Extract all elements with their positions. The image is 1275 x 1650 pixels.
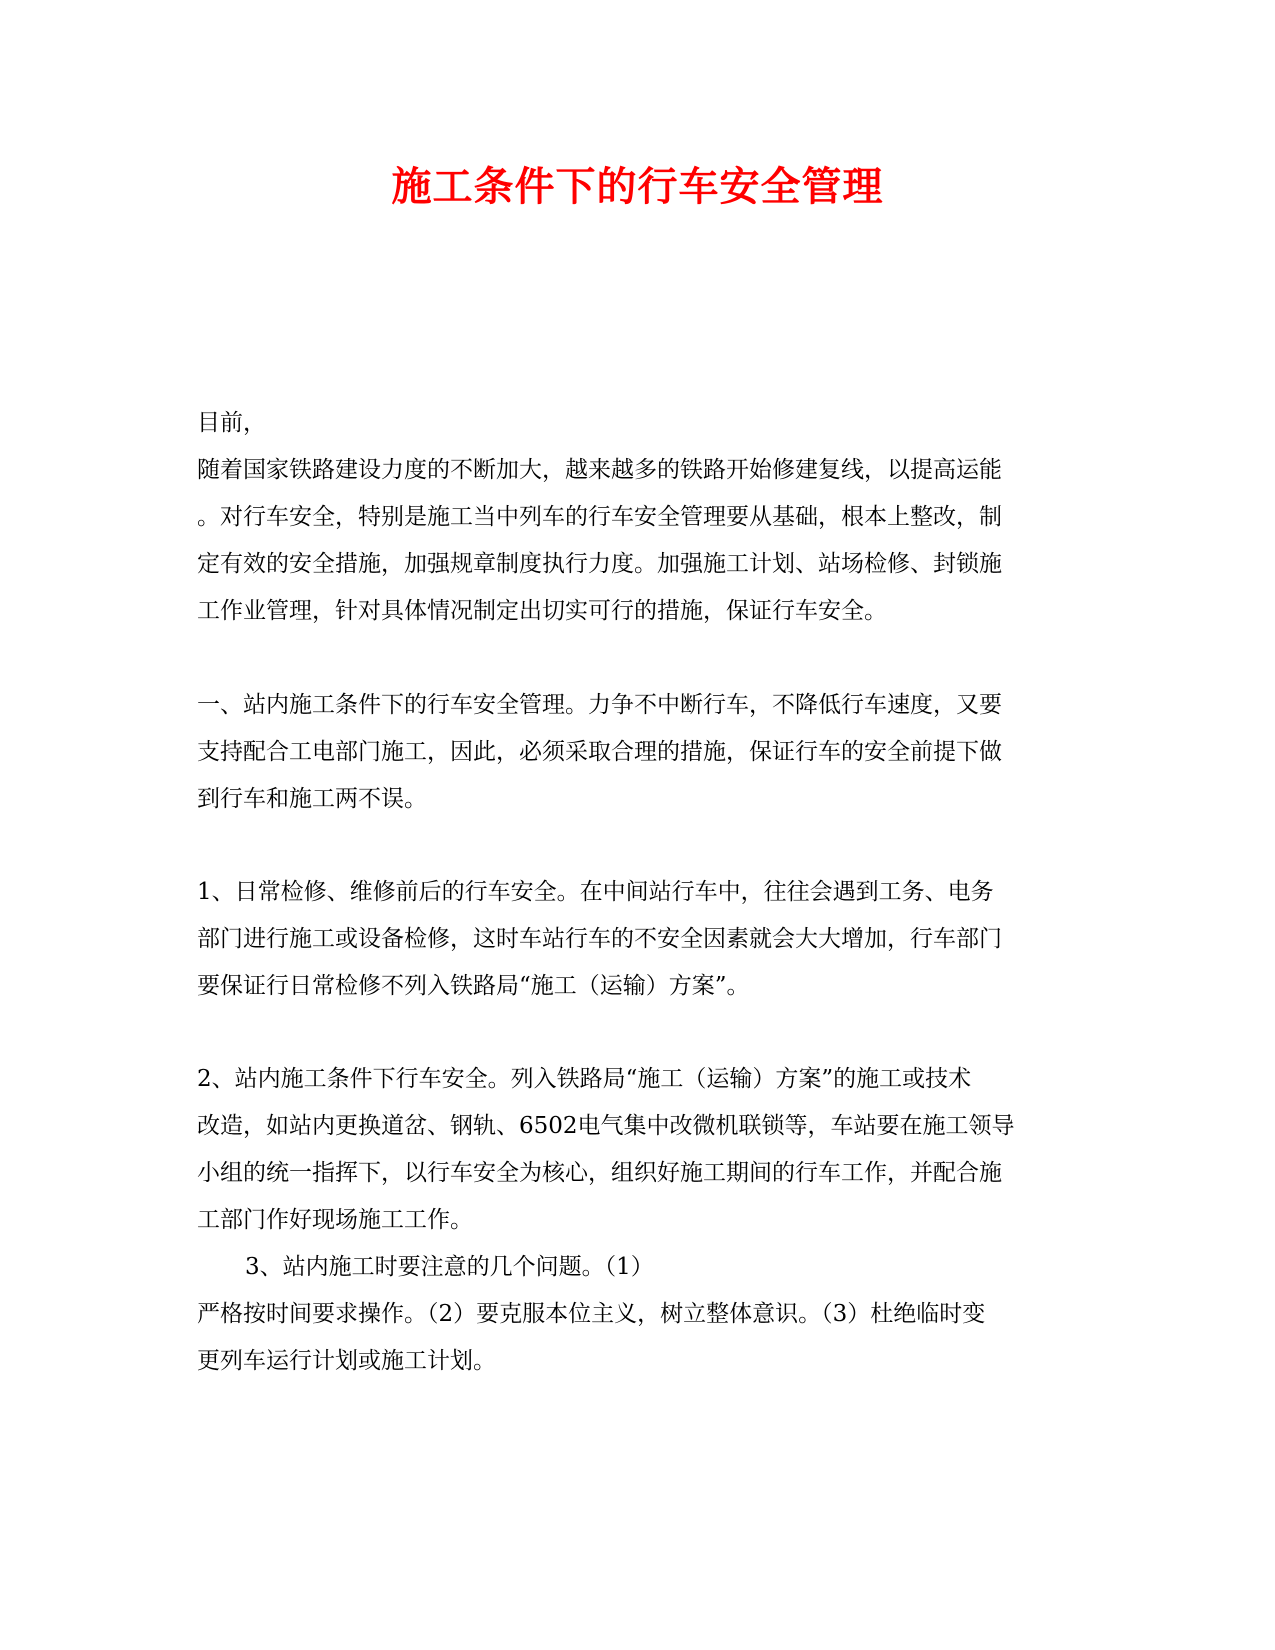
paragraph-line: 定有效的安全措施，加强规章制度执行力度。加强施工计划、站场检修、封锁施 [197, 551, 1002, 577]
paragraph-line: 更列车运行计划或施工计划。 [197, 1348, 496, 1374]
paragraph-line: 支持配合工电部门施工，因此，必须采取合理的措施，保证行车的安全前提下做 [197, 739, 1002, 765]
paragraph-line: 目前， [197, 410, 266, 436]
paragraph-line: 改造，如站内更换道岔、钢轨、6502电气集中改微机联锁等，车站要在施工领导 [197, 1113, 1015, 1139]
paragraph-line: 要保证行日常检修不列入铁路局“施工（运输）方案”。 [197, 973, 750, 999]
paragraph-line: 严格按时间要求操作。（2）要克服本位主义，树立整体意识。（3）杜绝临时变 [197, 1301, 986, 1327]
paragraph-line: 1、日常检修、维修前后的行车安全。在中间站行车中，往往会遇到工务、电务 [197, 879, 994, 905]
paragraph-line: 工部门作好现场施工工作。 [197, 1207, 473, 1233]
paragraph-line: 3、站内施工时要注意的几个问题。（1） [245, 1254, 654, 1280]
paragraph-line: 随着国家铁路建设力度的不断加大，越来越多的铁路开始修建复线，以提高运能 [197, 457, 1002, 483]
paragraph-line: 2、站内施工条件下行车安全。列入铁路局“施工（运输）方案”的施工或技术 [197, 1066, 972, 1092]
paragraph-line: 工作业管理，针对具体情况制定出切实可行的措施，保证行车安全。 [197, 598, 887, 624]
document-title: 施工条件下的行车安全管理 [391, 163, 884, 210]
paragraph-line: 小组的统一指挥下，以行车安全为核心，组织好施工期间的行车工作，并配合施 [197, 1160, 1002, 1186]
paragraph-line: 。对行车安全，特别是施工当中列车的行车安全管理要从基础，根本上整改，制 [197, 504, 1002, 530]
paragraph-line: 一、站内施工条件下的行车安全管理。力争不中断行车，不降低行车速度，又要 [197, 692, 1002, 718]
paragraph-line: 到行车和施工两不误。 [197, 786, 427, 812]
paragraph-line: 部门进行施工或设备检修，这时车站行车的不安全因素就会大大增加，行车部门 [197, 926, 1002, 952]
